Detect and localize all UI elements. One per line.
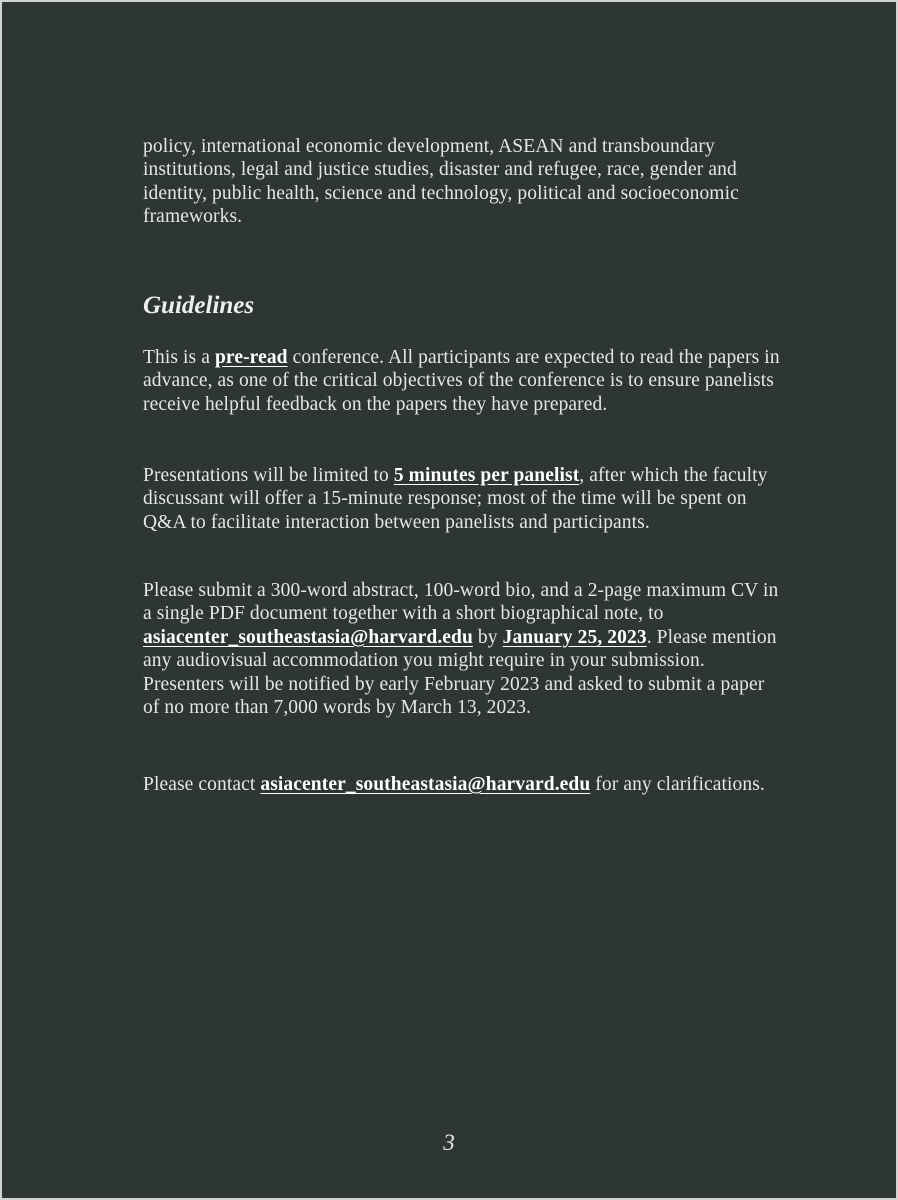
- submission-text-before: Please submit a 300-word abstract, 100-word bio, and a 2-page maximum CV in a single PDF document together with a short biographical note, to: [143, 580, 779, 625]
- presentation-text-before: Presentations will be limited to: [143, 465, 394, 486]
- pre-read-text-before: This is a: [143, 347, 215, 368]
- contact-paragraph: [143, 773, 783, 796]
- minutes-per-panelist-link[interactable]: 5 minutes per panelist: [393, 465, 580, 486]
- pre-read-paragraph: [143, 346, 783, 416]
- document-page: [2, 2, 896, 1198]
- contact-email-link[interactable]: asiacenter_southeastasia@harvard.edu: [260, 774, 591, 795]
- contact-text-before: Please contact: [143, 774, 261, 795]
- presentation-paragraph: [143, 464, 783, 534]
- pre-read-link[interactable]: pre-read: [214, 347, 288, 368]
- submission-text-after: . Please mention any audiovisual accommodation you might require in your submission. Presenters will be notified by early February 2023 and asked to submit a paper of no more than 7,000 words by March 13, 2023.: [143, 626, 777, 719]
- guidelines-heading: Guidelines: [143, 292, 255, 319]
- intro-paragraph: policy, international economic development, ASEAN and transboundary institutions, legal and justice studies, disaster and refugee, race, gender and identity, public health, science and technology, political and socioeconomic frameworks.: [143, 136, 739, 228]
- contact-text-after: for any clarifications.: [590, 774, 765, 795]
- submission-email-link[interactable]: asiacenter_southeastasia@harvard.edu: [143, 626, 473, 648]
- pre-read-text-after: conference. All participants are expected to read the papers in advance, as one of the critical objectives of the conference is to ensure panelists receive helpful feedback on the papers they have prepared.: [143, 347, 780, 415]
- submission-text-middle: by: [472, 626, 503, 648]
- page-number: 3: [443, 1130, 455, 1155]
- presentation-text-after: , after which the faculty discussant will offer a 15-minute response; most of the time will be spent on Q&A to facilitate interaction between panelists and participants.: [143, 465, 768, 533]
- deadline-link[interactable]: January 25, 2023: [502, 626, 647, 648]
- submission-paragraph: [143, 579, 783, 719]
